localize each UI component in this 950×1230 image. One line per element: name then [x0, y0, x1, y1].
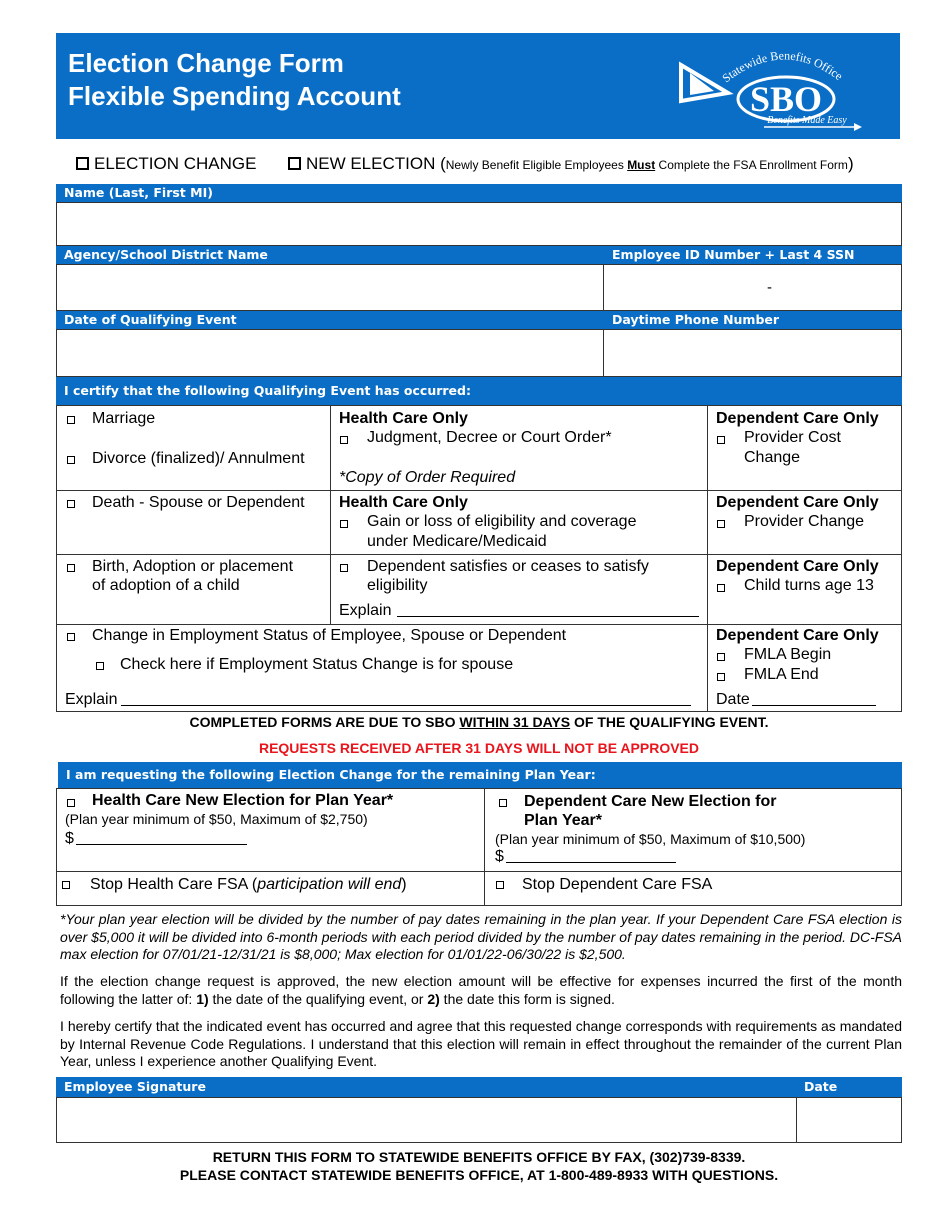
- dependent-eligibility-line1: Dependent satisfies or ceases to satisfy: [367, 558, 649, 575]
- effective-pre: If the election change request is approved, the new election amount will be effective for expenses incurred the first of the month following the latter of:: [60, 973, 902, 1007]
- logo-arrow-head-icon: [854, 123, 862, 131]
- qualifying-event-heading: I certify that the following Qualifying Event has occurred:: [56, 377, 902, 405]
- dc-dollar-sign: $: [495, 848, 504, 865]
- qe-row-line-3: [56, 624, 902, 625]
- medicare-checkbox[interactable]: [340, 520, 348, 528]
- election-request-heading: I am requesting the following Election Change for the remaining Plan Year:: [58, 762, 902, 788]
- dc-election-title-line2: Plan Year*: [524, 812, 602, 829]
- new-election-note-must: Must: [627, 158, 656, 172]
- stop-dc-checkbox[interactable]: [496, 881, 504, 889]
- sbo-logo: [676, 43, 876, 135]
- form-header: [56, 33, 900, 139]
- explain-input-2[interactable]: [121, 692, 691, 706]
- footer-line-1: RETURN THIS FORM TO STATEWIDE BENEFITS OFFICE BY FAX, (302)739-8339.: [212, 1149, 746, 1165]
- er-divider: [484, 788, 485, 906]
- copy-required-note: *Copy of Order Required: [339, 469, 516, 486]
- fmla-begin-label: FMLA Begin: [744, 646, 832, 663]
- dc-only-heading-4: Dependent Care Only: [716, 627, 879, 644]
- spouse-status-label: Check here if Employment Status Change is for spouse: [120, 656, 514, 673]
- provider-change-label: Provider Change: [744, 513, 865, 530]
- hc-only-heading-1: Health Care Only: [339, 410, 468, 427]
- fmla-begin-checkbox[interactable]: [717, 653, 725, 661]
- signature-date-input[interactable]: [796, 1097, 902, 1143]
- hc-election-title: Health Care New Election for Plan Year*: [92, 792, 394, 809]
- effective-date-text: [60, 973, 902, 1008]
- fmla-date-label: Date: [716, 691, 750, 708]
- explain-label-2: Explain: [65, 691, 118, 708]
- stop-dc-label: Stop Dependent Care FSA: [522, 876, 713, 893]
- divorce-label: Divorce (finalized)/ Annulment: [92, 450, 305, 467]
- stop-hc-italic: participation will end: [257, 876, 402, 893]
- qe-divider-1: [330, 405, 331, 625]
- election-change-checkbox[interactable]: [76, 157, 89, 170]
- logo-arc-text: Statewide Benefits Office: [719, 48, 846, 86]
- judgment-label: Judgment, Decree or Court Order*: [367, 429, 612, 446]
- dc-election-limits: (Plan year minimum of $50, Maximum of $10,500): [495, 831, 806, 847]
- provider-cost-line1: Provider Cost: [744, 429, 841, 446]
- name-label: Name (Last, First MI): [56, 184, 902, 202]
- deadline-notice: [56, 714, 902, 730]
- provider-change-checkbox[interactable]: [717, 520, 725, 528]
- employee-id-input[interactable]: [603, 264, 902, 311]
- deadline-post: OF THE QUALIFYING EVENT.: [570, 714, 769, 730]
- stop-hc-label: [90, 875, 407, 895]
- child-13-label: Child turns age 13: [744, 577, 874, 594]
- late-warning: REQUESTS RECEIVED AFTER 31 DAYS WILL NOT BE APPROVED: [258, 740, 700, 756]
- dependent-eligibility-line2: eligibility: [367, 577, 428, 594]
- employee-id-label: Employee ID Number + Last 4 SSN: [604, 246, 902, 264]
- logo-tagline: Benefits Made Easy: [767, 115, 847, 126]
- effective-num1: 1): [196, 990, 209, 1007]
- dc-amount-input[interactable]: [506, 849, 676, 863]
- marriage-checkbox[interactable]: [67, 416, 75, 424]
- event-date-label: Date of Qualifying Event: [56, 311, 604, 329]
- fmla-end-checkbox[interactable]: [717, 673, 725, 681]
- child-13-checkbox[interactable]: [717, 584, 725, 592]
- explain-label-1: Explain: [339, 602, 392, 619]
- certification-text: I hereby certify that the indicated event has occurred and agree that this requested change corresponds with requirements as mandated by Internal Revenue Code Regulations. I understand that this election will remain in effect throughout the remainder of the current Plan Year, unless I experience another Qualifying Event.: [60, 1018, 902, 1069]
- medicare-line2: under Medicare/Medicaid: [367, 533, 547, 550]
- election-type-options: [76, 154, 906, 178]
- marriage-label: Marriage: [92, 410, 156, 427]
- death-label: Death - Spouse or Dependent: [92, 494, 305, 511]
- fmla-end-label: FMLA End: [744, 666, 819, 683]
- title-line-2: Flexible Spending Account: [68, 81, 401, 111]
- logo-flag-icon: [681, 65, 728, 101]
- new-election-note-pre: Newly Benefit Eligible Employees: [445, 158, 628, 172]
- phone-input[interactable]: [603, 329, 902, 377]
- title-line-1: Election Change Form: [68, 48, 344, 78]
- election-change-label: ELECTION CHANGE: [94, 154, 257, 173]
- effective-mid: the date of the qualifying event, or: [208, 990, 428, 1007]
- new-election-note-post: Complete the FSA Enrollment Form: [655, 158, 848, 172]
- event-date-input[interactable]: [56, 329, 604, 377]
- hc-amount-input[interactable]: [76, 831, 247, 845]
- birth-adoption-line1: Birth, Adoption or placement: [92, 558, 294, 575]
- stop-hc-pre: Stop Health Care FSA (: [90, 876, 258, 893]
- hc-dollar-sign: $: [65, 830, 74, 847]
- note-paren-close: ): [847, 154, 854, 173]
- hc-election-limits: (Plan year minimum of $50, Maximum of $2,750): [65, 811, 368, 827]
- fmla-date-input[interactable]: [752, 692, 876, 706]
- logo-letters: SBO: [749, 79, 823, 119]
- dc-only-heading-1: Dependent Care Only: [716, 410, 879, 427]
- dc-only-heading-3: Dependent Care Only: [716, 558, 879, 575]
- name-input[interactable]: [56, 202, 902, 246]
- dependent-eligibility-checkbox[interactable]: [340, 564, 348, 572]
- form-title: [68, 47, 401, 113]
- birth-adoption-checkbox[interactable]: [67, 564, 75, 572]
- death-checkbox[interactable]: [67, 500, 75, 508]
- qe-row-line-1: [56, 490, 902, 491]
- dc-only-heading-2: Dependent Care Only: [716, 494, 879, 511]
- effective-num2: 2): [427, 990, 440, 1007]
- new-election-checkbox[interactable]: [288, 157, 301, 170]
- explain-input-1[interactable]: [397, 603, 699, 617]
- employee-id-separator: -: [767, 279, 772, 296]
- employment-change-label: Change in Employment Status of Employee, Spouse or Dependent: [92, 627, 567, 644]
- footer-line-2: PLEASE CONTACT STATEWIDE BENEFITS OFFICE, AT 1-800-489-8933 WITH QUESTIONS.: [179, 1167, 779, 1183]
- signature-input[interactable]: [56, 1097, 797, 1143]
- divorce-checkbox[interactable]: [67, 456, 75, 464]
- qe-divider-2: [707, 405, 708, 712]
- employment-change-checkbox[interactable]: [67, 633, 75, 641]
- agency-input[interactable]: [56, 264, 604, 311]
- new-election-label: NEW ELECTION: [305, 154, 436, 173]
- agency-label: Agency/School District Name: [56, 246, 604, 264]
- signature-date-label: Date: [796, 1077, 902, 1097]
- deadline-pre: COMPLETED FORMS ARE DUE TO SBO: [189, 714, 460, 730]
- qe-row-line-2: [56, 554, 902, 555]
- medicare-line1: Gain or loss of eligibility and coverage: [367, 513, 637, 530]
- hc-election-checkbox[interactable]: [67, 799, 75, 807]
- deadline-underlined: WITHIN 31 DAYS: [459, 714, 571, 730]
- effective-post: the date this form is signed.: [439, 990, 615, 1007]
- phone-label: Daytime Phone Number: [604, 311, 902, 329]
- spouse-status-checkbox[interactable]: [96, 662, 104, 670]
- stop-hc-post: ): [401, 876, 407, 893]
- provider-cost-checkbox[interactable]: [717, 436, 725, 444]
- birth-adoption-line2: of adoption of a child: [92, 577, 240, 594]
- stop-hc-checkbox[interactable]: [62, 881, 70, 889]
- dc-election-title-line1: Dependent Care New Election for: [524, 793, 777, 810]
- note-paren-open: (: [440, 154, 446, 173]
- er-row-line: [56, 871, 902, 872]
- footnote-text: *Your plan year election will be divided by the number of pay dates remaining in the plan year. If your Dependent Care FSA election is over $5,000 it will be divided into 6-month periods with each period divided by the number of pay dates remaining in the period. DC-FSA max election for 07/01/21-12/31/21 is $8,000; Max election for 01/01/22-06/30/22 is $2,500.: [60, 911, 902, 962]
- signature-label: Employee Signature: [56, 1077, 796, 1097]
- dc-election-checkbox[interactable]: [499, 799, 507, 807]
- provider-cost-line2: Change: [744, 449, 801, 466]
- hc-only-heading-2: Health Care Only: [339, 494, 468, 511]
- judgment-checkbox[interactable]: [340, 436, 348, 444]
